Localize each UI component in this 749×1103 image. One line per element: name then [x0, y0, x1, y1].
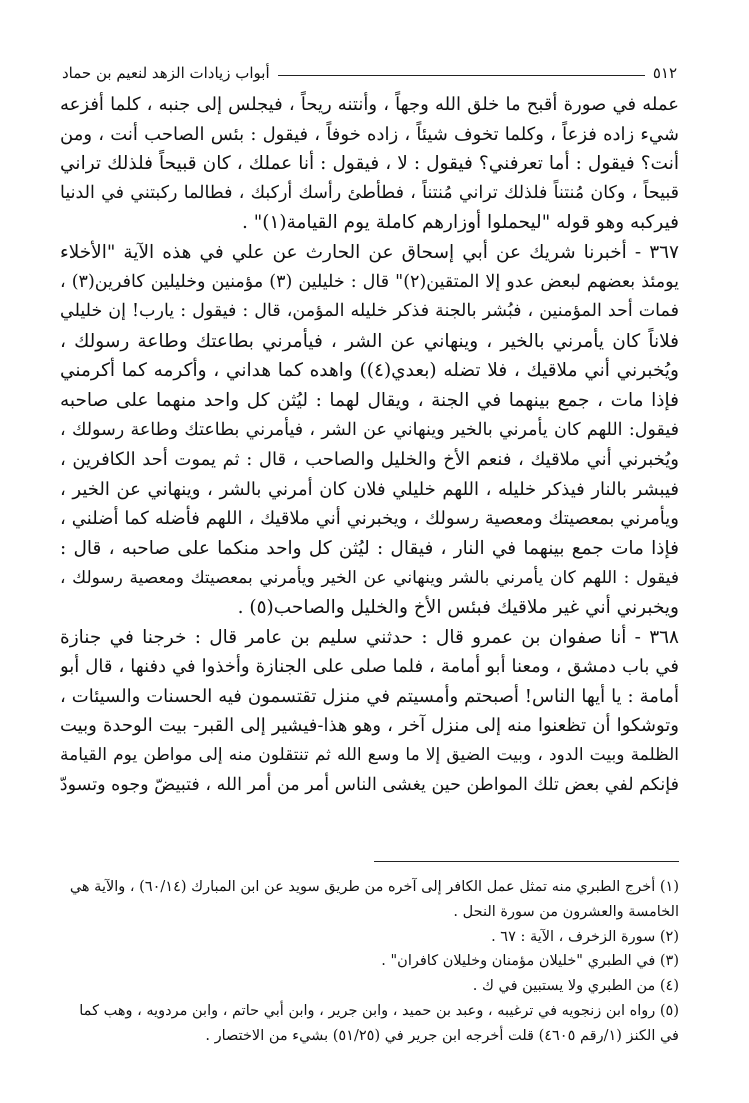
footnote-separator	[374, 861, 679, 862]
text-line: فيقول: اللهم كان يأمرني بالخير وينهاني عن الشر ، فيأمرني بطاعتك وطاعة رسولك ،	[60, 419, 679, 440]
main-text	[60, 90, 679, 800]
footnote-line: (١) أخرج الطبري منه تمثل عمل الكافر إلى آخره من طريق سويد عن ابن المبارك (٦٠/١٤) ، والآية هي	[69, 879, 679, 895]
text-line: ٣٦٨ - أنا صفوان بن عمرو قال : حدثني سليم بن عامر قال : خرجنا في جنازة	[60, 626, 679, 648]
header-rule	[278, 75, 645, 76]
page-number: ٥١٢	[652, 64, 677, 82]
footnote-line: (٣) في الطبري "خليلان مؤمنان وخليلان كافران" .	[381, 953, 679, 970]
text-line: ويخبرني أني غير ملاقيك فبئس الأخ والخليل والصاحب(٥) .	[237, 597, 679, 619]
text-line: فيبشر بالنار فيذكر خليله ، اللهم خليلي فلان كان أمرني بالشر ، وينهاني عن الخير ،	[60, 478, 679, 500]
text-line: شيء زاده فزعاً ، وكلما تخوف شيئاً ، زاده خوفاً ، فيقول : بئس الصاحب أنت ، ومن	[60, 123, 679, 145]
text-line: ويُخبرني أني ملاقيك ، فنعم الأخ والخليل والصاحب ، قال : ثم يموت أحد الكافرين ،	[60, 449, 679, 471]
text-line: الظلمة وبيت الدود ، وبيت الضيق إلا ما وسع الله ثم تنتقلون منه إلى مواطن يوم القيامة	[60, 745, 679, 766]
text-line: عمله في صورة أقبح ما خلق الله وجهاً ، وأنتنه ريحاً ، فيجلس إلى جنبه ، كلما أفزعه	[60, 94, 679, 115]
text-line: أمامة : يا أيها الناس! أصبحتم وأمسيتم في منزل تقتسمون فيه الحسنات والسيئات ،	[60, 685, 679, 707]
footnote-line: الخامسة والعشرون من سورة النحل .	[453, 903, 679, 920]
text-line: أنت؟ فيقول : أما تعرفني؟ فيقول : لا ، فيقول : أنا عملك ، كان قبيحاً فلذلك تراني	[60, 153, 679, 175]
text-line: ٣٦٧ - أخبرنا شريك عن أبي إسحاق عن الحارث عن علي في هذه الآية "الأخلاء	[60, 241, 679, 263]
text-line: فإذا مات ، جمع بينهما في الجنة ، ويقال لهما : ليُثن كل واحد منهما على صاحبه	[60, 389, 679, 411]
text-line: قبيحاً ، وكان مُنتناً فلذلك تراني مُنتناً ، فطأطئ رأسك أركبك ، فطالما ركبتني في الدنيا	[60, 182, 679, 203]
text-line: ويأمرني بمعصيتك ومعصية رسولك ، ويخبرني أني ملاقيك ، اللهم فأضله كما أضلني ،	[60, 508, 679, 530]
page-header	[62, 56, 677, 82]
text-line: فإنكم لفي بعض تلك المواطن حين يغشى الناس أمر من أمر الله ، فتبيضّ وجوه وتسودّ	[60, 774, 679, 795]
text-line: فيقول : اللهم كان يأمرني بالشر وينهاني عن الخير ويأمرني بمعصيتك ومعصية رسولك ،	[60, 567, 679, 588]
text-line: ويُخبرني أني ملاقيك ، فلا تضله (بعدي(٤)) واهده كما هداني ، وأكرمه كما أكرمني	[60, 360, 679, 382]
text-line: فمات أحد المؤمنين ، فبُشر بالجنة فذكر خليله المؤمن، قال : فيقول : يارب! إن خليلي	[60, 301, 679, 322]
text-line: فيركبه وهو قوله "ليحملوا أوزارهم كاملة يوم القيامة(١)" .	[241, 212, 679, 234]
text-line: يومئذ بعضهم لبعض عدو إلا المتقين(٢)" قال : خليلين (٣) مؤمنين وخليلين كافرين(٣) ،	[60, 271, 679, 292]
footnote-line: (٤) من الطبري ولا يستبين في ك .	[472, 978, 679, 995]
text-line: وتوشكوا أن تظعنوا منه إلى منزل آخر ، وهو هذا-فيشير إلى القبر- بيت الوحدة وبيت	[60, 715, 679, 737]
footnote-line: (٢) سورة الزخرف ، الآية : ٦٧ .	[491, 928, 679, 945]
footnote-line: في الكنز (١/رقم ٤٦٠٥) قلت أخرجه ابن جرير في (٥١/٢٥) بشيء من الاختصار .	[205, 1027, 679, 1044]
text-line: في باب دمشق ، ومعنا أبو أمامة ، فلما صلى على الجنازة وأخذوا في دفنها ، قال أبو	[60, 656, 679, 678]
text-line: فإذا مات جمع بينهما في النار ، فيقال : ليُثن كل واحد منكما على صاحبه ، قال :	[60, 537, 679, 559]
footnote-line: (٥) رواه ابن زنجويه في ترغيبه ، وعبد بن حميد ، وابن جرير ، وابن أبي حاتم ، وابن مردويه ، وهب كما	[79, 1002, 679, 1019]
text-line: فلاناً كان يأمرني بالخير ، وينهاني عن الشر ، فيأمرني بطاعتك وطاعة رسولك ،	[60, 330, 679, 352]
footnotes	[60, 875, 679, 1049]
running-title: أبواب زيادات الزهد لنعيم بن حماد	[62, 64, 270, 82]
